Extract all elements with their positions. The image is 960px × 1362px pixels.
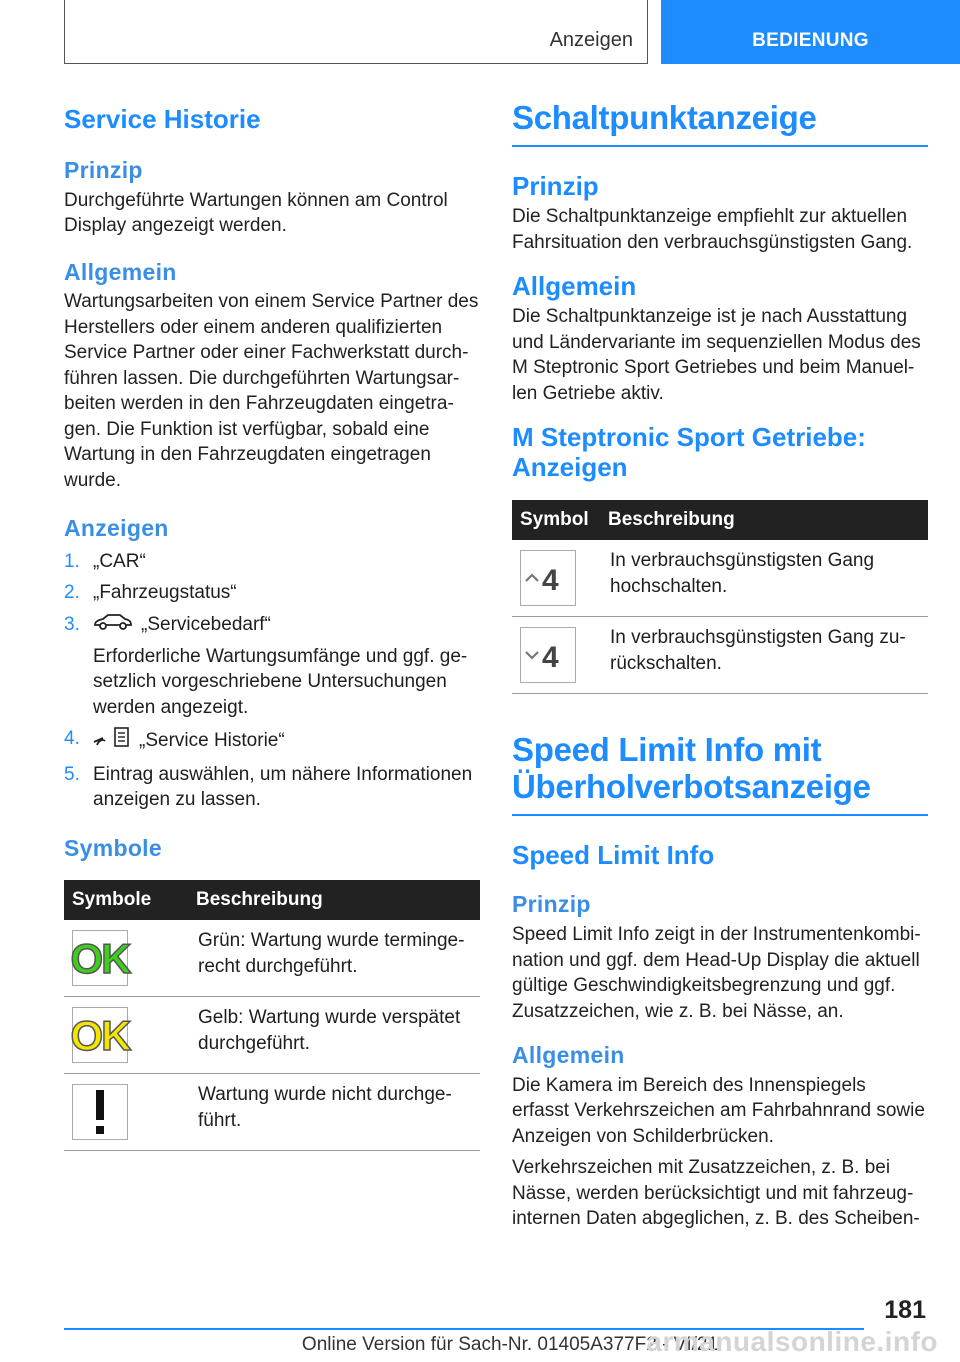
symbole-heading: Symbole xyxy=(64,834,162,861)
table-row xyxy=(64,920,480,997)
step-text: „Servicebedarf“ xyxy=(141,613,271,635)
left-prinzip-text: Durchgeführte Wartungen können am Control Display angezeigt werden. xyxy=(64,189,448,237)
car-service-icon xyxy=(93,612,133,638)
step-text: Eintrag auswählen, um nähere Informationen anzeigen zu lassen. xyxy=(93,763,473,811)
left-column xyxy=(64,100,480,1151)
symbole-table xyxy=(64,880,480,1151)
speed-prinzip-heading: Prinzip xyxy=(512,891,591,918)
step-number: 1. xyxy=(64,550,80,572)
exclamation-icon xyxy=(72,1084,128,1140)
step-number: 2. xyxy=(64,582,80,604)
table-cell: Grün: Wartung wurde termingerecht durchgeführt. xyxy=(188,920,480,997)
header-section-tab xyxy=(64,0,648,64)
speed-limit-info-heading: Speed Limit Info xyxy=(512,840,715,871)
steptronic-heading: M Steptronic Sport Getriebe: Anzeigen xyxy=(512,422,866,483)
list-item xyxy=(64,612,480,720)
table-row xyxy=(512,617,928,694)
left-prinzip-heading: Prinzip xyxy=(64,157,143,184)
step-number: 4. xyxy=(64,728,80,750)
steptronic-table xyxy=(512,500,928,694)
table-cell: In verbrauchsgünstigsten Gang hochschalten. xyxy=(600,540,928,617)
table-header-beschreibung: Beschreibung xyxy=(600,500,928,540)
table-cell: Wartung wurde nicht durchgeführt. xyxy=(188,1074,480,1151)
service-historie-title: Service Historie xyxy=(64,104,261,134)
right-prinzip-heading: Prinzip xyxy=(512,170,599,201)
list-item xyxy=(64,549,480,575)
table-header-symbol: Symbol xyxy=(512,500,600,540)
list-item xyxy=(64,762,480,813)
step-number: 3. xyxy=(64,613,80,635)
table-row xyxy=(512,540,928,617)
left-allgemein-heading: Allgemein xyxy=(64,258,177,285)
header-chapter-tab xyxy=(661,0,960,64)
table-header-symbole: Symbole xyxy=(64,880,188,920)
right-prinzip-text: Die Schaltpunktanzeige empfiehlt zur aktuellen Fahrsituation den verbrauchsgünstigsten Gang. xyxy=(512,206,913,253)
page-number: 181 xyxy=(884,1296,926,1324)
anzeigen-steps-list xyxy=(64,549,480,813)
left-anzeigen-heading: Anzeigen xyxy=(64,515,169,542)
list-item xyxy=(64,726,480,756)
step-text: „Fahrzeugstatus“ xyxy=(93,582,237,604)
table-row xyxy=(64,997,480,1074)
ok-yellow-icon: OK xyxy=(72,1007,128,1063)
step-extra-text: Erforderliche Wartungsumfänge und ggf. gesetzlich vorgeschriebene Untersuchungen werden angezeigt. xyxy=(93,645,468,718)
speed-allgemein-heading: Allgemein xyxy=(512,1042,625,1069)
table-header-beschreibung: Beschreibung xyxy=(188,880,480,920)
svg-text:4: 4 xyxy=(542,564,559,594)
right-column xyxy=(512,100,928,1232)
footer-version-text: Online Version für Sach-Nr. 01405A377F2 - VI/21 xyxy=(301,1334,719,1355)
list-item xyxy=(64,580,480,606)
table-cell: In verbrauchsgünstigsten Gang zurückschalten. xyxy=(600,617,928,694)
header-chapter-label: BEDIENUNG xyxy=(752,30,869,51)
table-row xyxy=(64,1074,480,1151)
svg-text:4: 4 xyxy=(542,641,559,671)
service-history-icon xyxy=(93,726,131,756)
watermark: armanualsonline.info xyxy=(646,1326,938,1357)
right-allgemein-heading: Allgemein xyxy=(512,271,637,302)
table-cell: Gelb: Wartung wurde verspätet durchgeführt. xyxy=(188,997,480,1074)
ok-green-icon: OK xyxy=(72,930,128,986)
header-section-label: Anzeigen xyxy=(549,29,633,51)
speed-prinzip-text: Speed Limit Info zeigt in der Instrumentenkombination und ggf. dem Head-Up Display die aktuell gültige Geschwindigkeitsbegrenzung und ggf. Zusatzzeichen, wie z. B. bei Nässe, an. xyxy=(512,924,921,1022)
step-text: „Service Historie“ xyxy=(139,729,285,751)
upshift-4-icon xyxy=(520,550,576,606)
speed-limit-title: Speed Limit Info mit Überholverbotsanzeige xyxy=(512,732,928,816)
left-allgemein-text: Wartungsarbeiten von einem Service Partner des Herstellers oder einem anderen qualifizierten Service Partner oder einer Fachwerkstatt durchführen lassen. Die durchgeführten Wartungsarbeiten werden in den Fahrzeugdaten eingetragen. Die Funktion ist verfügbar, sobald eine Wartung in den Fahrzeugdaten eingetragen wurde. xyxy=(64,291,479,491)
downshift-4-icon xyxy=(520,627,576,683)
speed-allgemein-text2: Verkehrszeichen mit Zusatzzeichen, z. B. bei Nässe, werden berücksichtigt und mit fahrzeuginternen Daten abgeglichen, z. B. des Scheiben- xyxy=(512,1157,920,1230)
right-allgemein-text: Die Schaltpunktanzeige ist je nach Ausstattung und Ländervariante im sequenziellen Modus des M Steptronic Sport Getriebes und beim Manuellen Getriebe aktiv. xyxy=(512,306,921,404)
step-text: „CAR“ xyxy=(93,550,146,572)
speed-allgemein-text1: Die Kamera im Bereich des Innenspiegels erfasst Verkehrszeichen am Fahrbahnrand sowie Anzeigen von Schilderbrücken. xyxy=(512,1074,925,1147)
schaltpunktanzeige-title: Schaltpunktanzeige xyxy=(512,100,928,147)
step-number: 5. xyxy=(64,763,80,785)
